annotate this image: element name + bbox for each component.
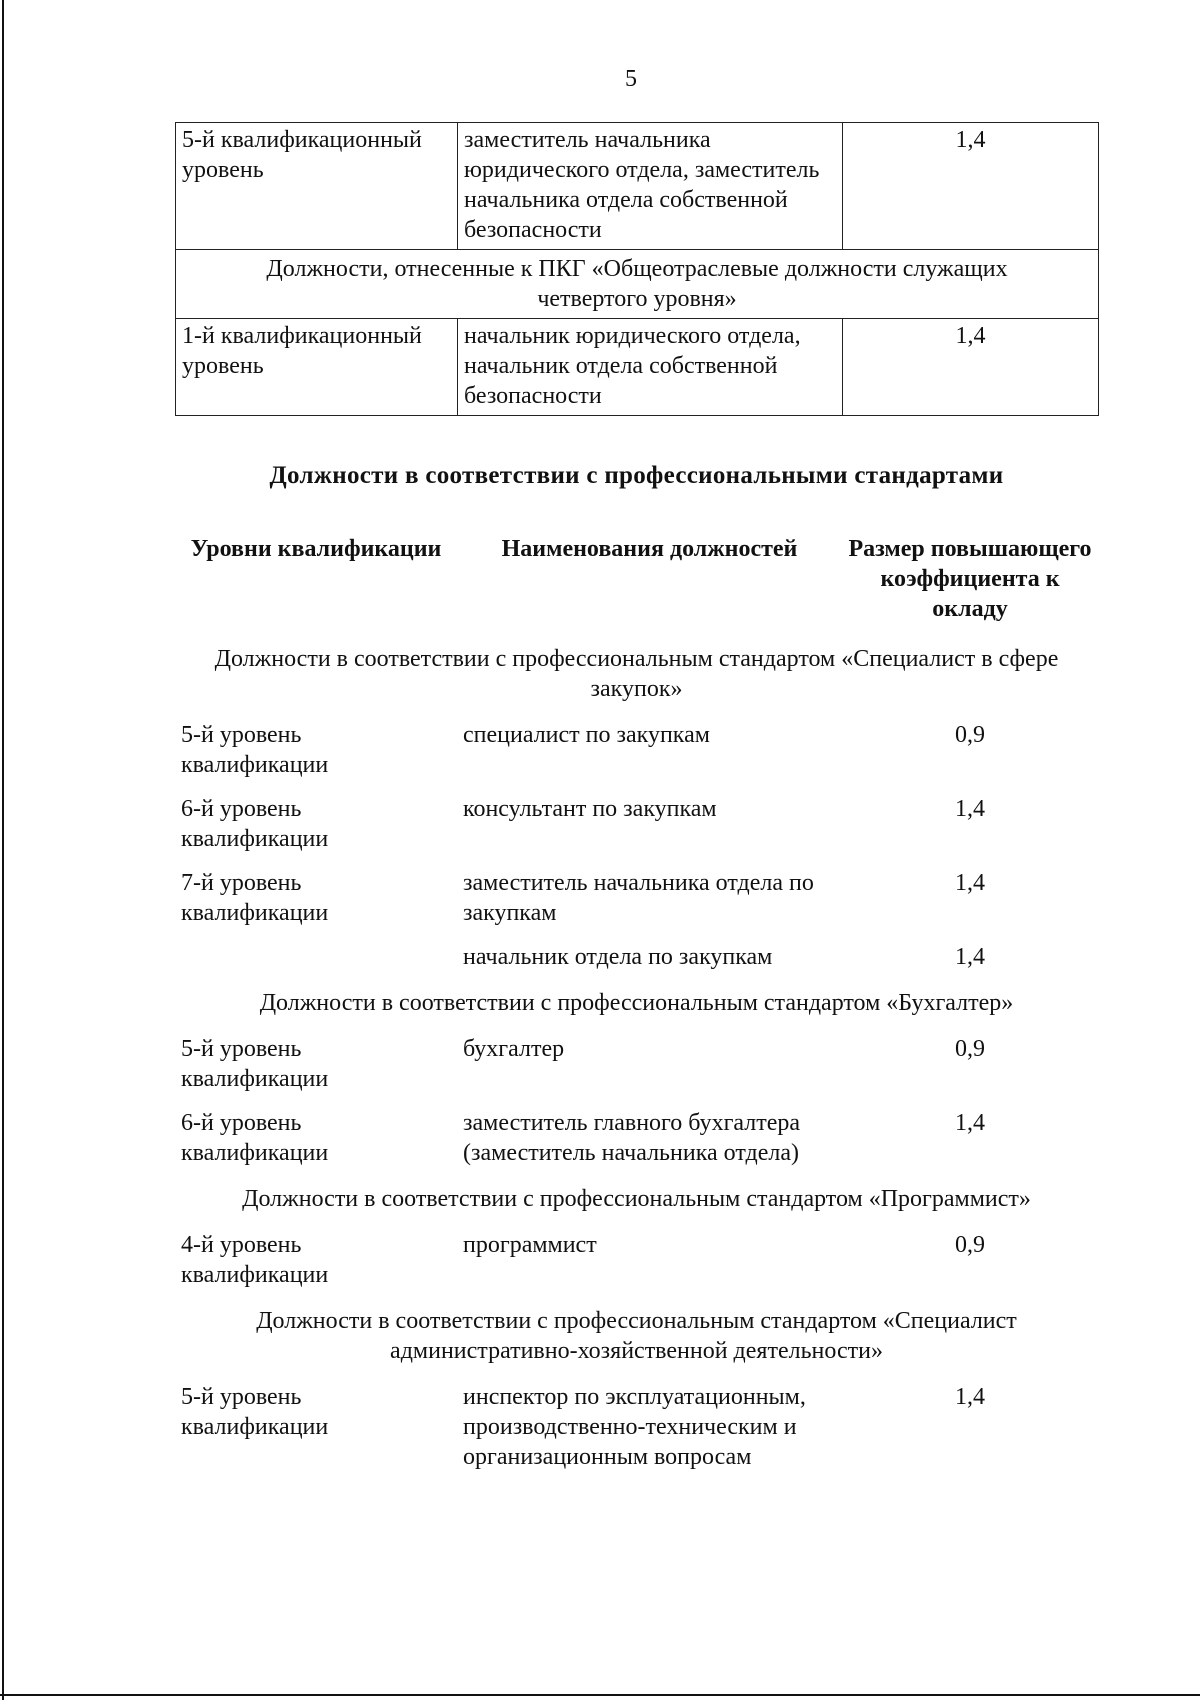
page-number: 5: [625, 66, 637, 92]
position-names-cell: начальник юридического отдела, начальник отдела собственной безопасности: [458, 319, 843, 416]
section-title-cell: Должности в соответствии с профессиональным стандартом «Программист»: [242, 1186, 1031, 1212]
qualification-groups-table: [175, 122, 1099, 416]
table-section-row: [175, 1174, 1098, 1222]
section-title-cell: Должности в соответствии с профессиональным стандартом «Бухгалтер»: [259, 990, 1014, 1016]
table-row: [176, 319, 1099, 416]
section-title-cell: Должности в соответствии с профессиональным стандартом «Специалист в сфере закупок»: [214, 646, 1059, 702]
position-names-cell: заместитель начальника юридического отдела, заместитель начальника отдела собственной безопасности: [458, 123, 843, 250]
header-position-names: Наименования должностей: [501, 536, 798, 562]
coefficient-cell: 1,4: [955, 870, 985, 896]
qualification-level-cell: 5-й уровень квалификации: [181, 1384, 329, 1440]
table-row: [175, 860, 1098, 934]
page-frame-left: [2, 0, 4, 1700]
section-title-cell: Должности, отнесенные к ПКГ «Общеотраслевые должности служащих четвертого уровня»: [176, 250, 1099, 319]
table-row: [175, 1100, 1098, 1174]
position-name-cell: бухгалтер: [463, 1036, 565, 1062]
position-name-cell: консультант по закупкам: [463, 796, 717, 822]
qualification-level-cell: [175, 934, 457, 978]
coefficient-cell: 0,9: [955, 1036, 985, 1062]
table-header-row: [175, 532, 1098, 634]
qualification-level-cell: 5-й квалификационный уровень: [176, 123, 458, 250]
qualification-level-cell: 5-й уровень квалификации: [181, 1036, 329, 1092]
coefficient-cell: 0,9: [955, 1232, 985, 1258]
header-coefficient: Размер повышающего коэффициента к окладу: [848, 536, 1092, 622]
table-row: [175, 1222, 1098, 1296]
table-section-row: [176, 250, 1099, 319]
position-name-cell: программист: [463, 1232, 597, 1258]
table-row: [176, 123, 1099, 250]
table-row: [175, 934, 1098, 978]
header-qualification-levels: Уровни квалификации: [190, 536, 442, 562]
table-row: [175, 786, 1098, 860]
position-name-cell: инспектор по эксплуатационным, производственно-техническим и организационным вопросам: [463, 1384, 806, 1470]
section-heading: Должности в соответствии с профессиональными стандартами: [269, 462, 1004, 489]
section-title-cell: Должности в соответствии с профессиональным стандартом «Специалист административно-хозяйственной деятельности»: [256, 1308, 1017, 1364]
qualification-level-cell: 1-й квалификационный уровень: [176, 319, 458, 416]
qualification-level-cell: 6-й уровень квалификации: [181, 796, 329, 852]
table-section-row: [175, 1296, 1098, 1374]
position-name-cell: заместитель начальника отдела по закупкам: [463, 870, 814, 926]
page-frame-bottom: [0, 1694, 1200, 1696]
coefficient-cell: 0,9: [955, 722, 985, 748]
qualification-level-cell: 4-й уровень квалификации: [181, 1232, 329, 1288]
table-section-row: [175, 978, 1098, 1026]
coefficient-cell: 1,4: [843, 123, 1099, 250]
position-name-cell: специалист по закупкам: [463, 722, 710, 748]
table-row: [175, 1374, 1098, 1478]
coefficient-cell: 1,4: [955, 796, 985, 822]
position-name-cell: начальник отдела по закупкам: [463, 944, 773, 970]
table-row: [175, 712, 1098, 786]
coefficient-cell: 1,4: [955, 1384, 985, 1410]
coefficient-cell: 1,4: [843, 319, 1099, 416]
table-section-row: [175, 634, 1098, 712]
position-name-cell: заместитель главного бухгалтера (заместитель начальника отдела): [463, 1110, 801, 1166]
coefficient-cell: 1,4: [955, 1110, 985, 1136]
qualification-level-cell: 7-й уровень квалификации: [181, 870, 329, 926]
qualification-level-cell: 5-й уровень квалификации: [181, 722, 329, 778]
table-row: [175, 1026, 1098, 1100]
professional-standards-table: [175, 532, 1098, 1478]
coefficient-cell: 1,4: [955, 944, 985, 970]
qualification-level-cell: 6-й уровень квалификации: [181, 1110, 329, 1166]
